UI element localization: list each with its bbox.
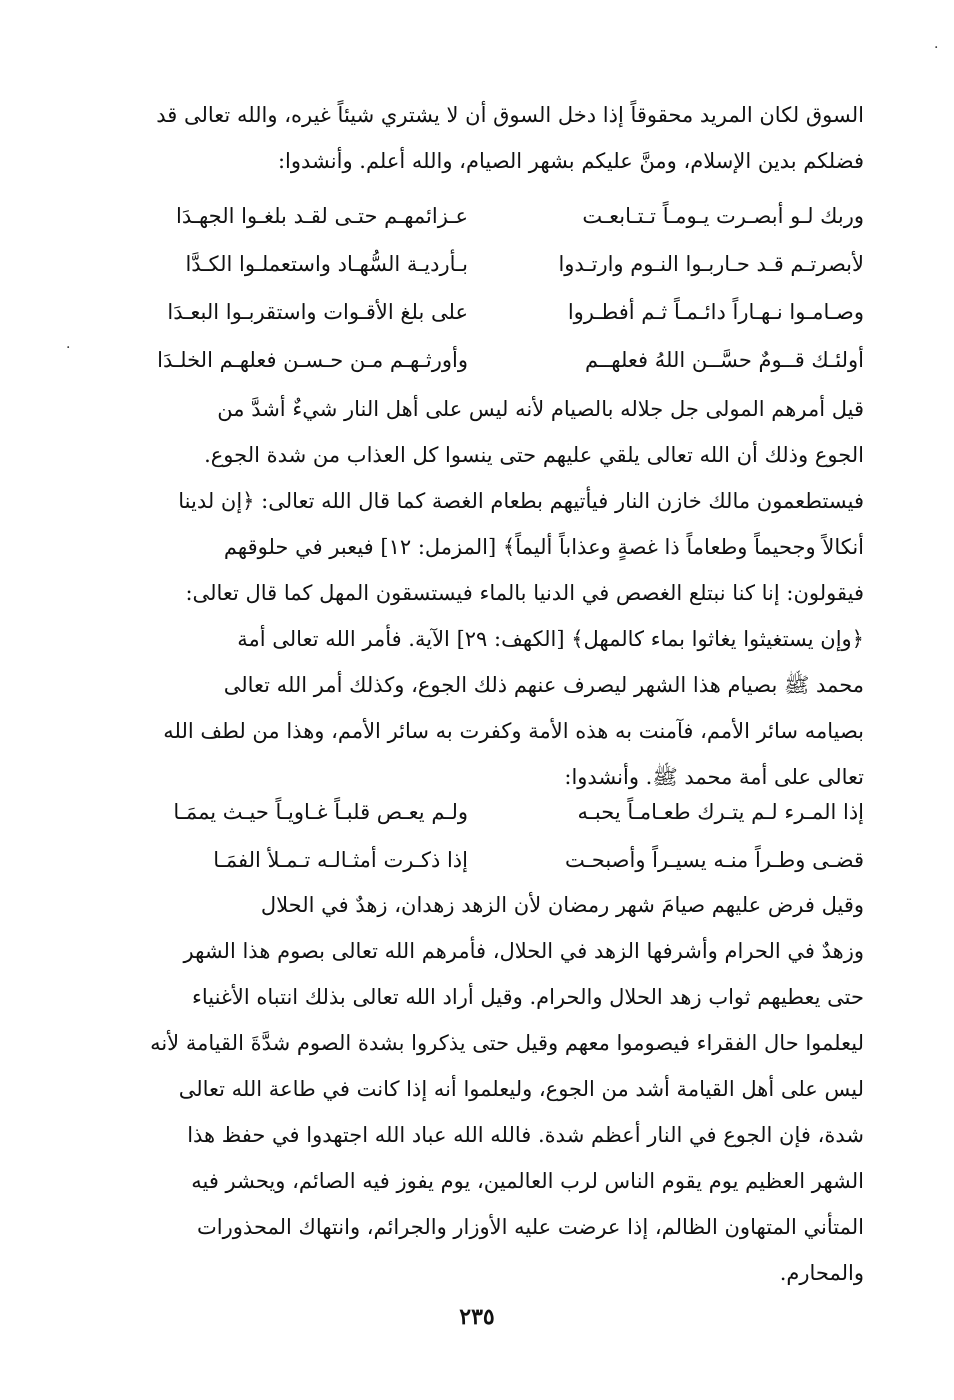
verse-first-hemistich: أولئـك قــومٌ حسَّــن اللهُ فعلهــم [585, 348, 864, 372]
scan-speck: · [934, 40, 939, 56]
text-line: حتى يعطيهم ثواب زهد الحلال والحرام. وقيل أراد الله تعالى بذلك انتباه الأغنياء [191, 985, 864, 1009]
verse [118, 240, 864, 288]
verse-first-hemistich: إذا المـرء لـم يتـرك طعـامـاً يحبـه [577, 800, 864, 824]
verse-first-hemistich: قضـى وطـراً منـه يسيـراً وأصبحـت [565, 848, 864, 872]
scan-speck: · [66, 340, 71, 356]
text-line: فيقولون: إنا كنا نبتلع الغصص في الدنيا بالماء فيستسقون المهل كما قال تعالى: [185, 581, 864, 605]
verse [118, 288, 864, 336]
text-line: شدة، فإن الجوع في النار أعظم شدة. فالله الله عباد الله اجتهدوا في حفظ هذا [187, 1123, 864, 1147]
text-line: ليس على أهل القيامة أشد من الجوع، وليعلموا أنه إذا كانت في طاعة الله تعالى [178, 1077, 864, 1101]
verse-second-hemistich: ولـم يعـص قلبـاً غـاويـاً حيـث يممَـا [173, 800, 468, 824]
text-line: الجوع وذلك أن الله تعالى يلقي عليهم حتى ينسوا كل العذاب من شدة الجوع. [204, 443, 864, 467]
text-line: الشهر العظيم يوم يقوم الناس لرب العالمين، يوم يفوز فيه الصائم، ويحشر فيه [191, 1169, 864, 1193]
text-line: بصيامه سائر الأمم، فآمنت به هذه الأمة وكفرت به سائر الأمم، وهذا من لطف الله [163, 719, 864, 743]
verse-second-hemistich: وأورثـهـم مـن حـسـن فعلهـم الخلـدَا [157, 348, 468, 372]
text-line: تعالى على أمة محمد ﷺ. وأنشدوا: [564, 765, 864, 789]
paragraph-intro [118, 92, 864, 184]
text-line: فيستطعمون مالك خازن النار فيأتيهم بطعام الغصة كما قال الله تعالى: ﴿إن لدينا [178, 489, 864, 513]
verse-second-hemistich: إذا ذكـرت أمثـالـه تـمـلأ الفمَـا [213, 848, 468, 872]
verse [118, 788, 864, 836]
verse [118, 192, 864, 240]
verse [118, 836, 864, 884]
paragraph-fasting-reason [118, 386, 864, 800]
verse-first-hemistich: وربك لـو أبصـرت يـومـاً تـتـابعـت [582, 204, 864, 228]
page-number: ٢٣٥ [459, 1304, 495, 1330]
text-line: محمد ﷺ بصيام هذا الشهر ليصرف عنهم ذلك الجوع، وكذلك أمر الله تعالى [223, 673, 864, 697]
verse-second-hemistich: على بلغ الأقـوات واستقربـوا البعـدَا [167, 300, 468, 324]
text-line: وزهدٌ في الحرام وأشرفها الزهد في الحلال، فأمرهم الله تعالى بصوم هذا الشهر [183, 939, 864, 963]
verse-second-hemistich: عـزائمهـم حتـى لقـد بلغـوا الجهـدَا [175, 204, 468, 228]
verse-second-hemistich: بـأرديـة السُّهـاد واستعملـوا الكـدَّا [185, 252, 468, 276]
text-line: وقيل فرض عليهم صيامَ شهر رمضان لأن الزهد زهدان، زهدٌ في الحلال [260, 893, 864, 917]
text-line: السوق لكان المريد محقوقاً إذا دخل السوق أن لا يشتري شيئاً غيره، والله تعالى قد [156, 103, 864, 127]
text-line: فضلكم بدين الإسلام، ومنَّ عليكم بشهر الصيام، والله أعلم. وأنشدوا: [277, 149, 864, 173]
text-line: قيل أمرهم المولى جل جلاله بالصيام لأنه ليس على أهل النار شيءٌ أشدَّ من [217, 397, 864, 421]
text-line: ليعلموا حال الفقراء فيصوموا معهم وقيل حتى يذكروا بشدة الصوم شدَّةَ القيامة لأنه [150, 1031, 864, 1055]
paragraph-two-abstinences [118, 882, 864, 1296]
verse-first-hemistich: وصـامـوا نـهـاراً دائـمـاً ثـم أفطـروا [567, 300, 864, 324]
verse [118, 336, 864, 384]
text-line: أنكالاً وجحيماً وطعاماً ذا غصةٍ وعذاباً أليماً﴾ [المزمل: ١٢] فيعبر في حلوقهم [223, 535, 864, 559]
text-line: ﴿وإن يستغيثوا يغاثوا بماء كالمهل﴾ [الكهف: ٢٩] الآية. فأمر الله تعالى أمة [237, 627, 864, 651]
poem-second [118, 788, 864, 884]
text-line: والمحارم. [779, 1261, 864, 1285]
verse-first-hemistich: لأبصرتـم قـد حـاربـوا النـوم وارتـدوا [558, 252, 864, 276]
poem-first [118, 192, 864, 384]
text-line: المتأني المتهاون الظالم، إذا عرضت عليه الأوزار والجرائم، وانتهاك المحذورات [197, 1215, 864, 1239]
